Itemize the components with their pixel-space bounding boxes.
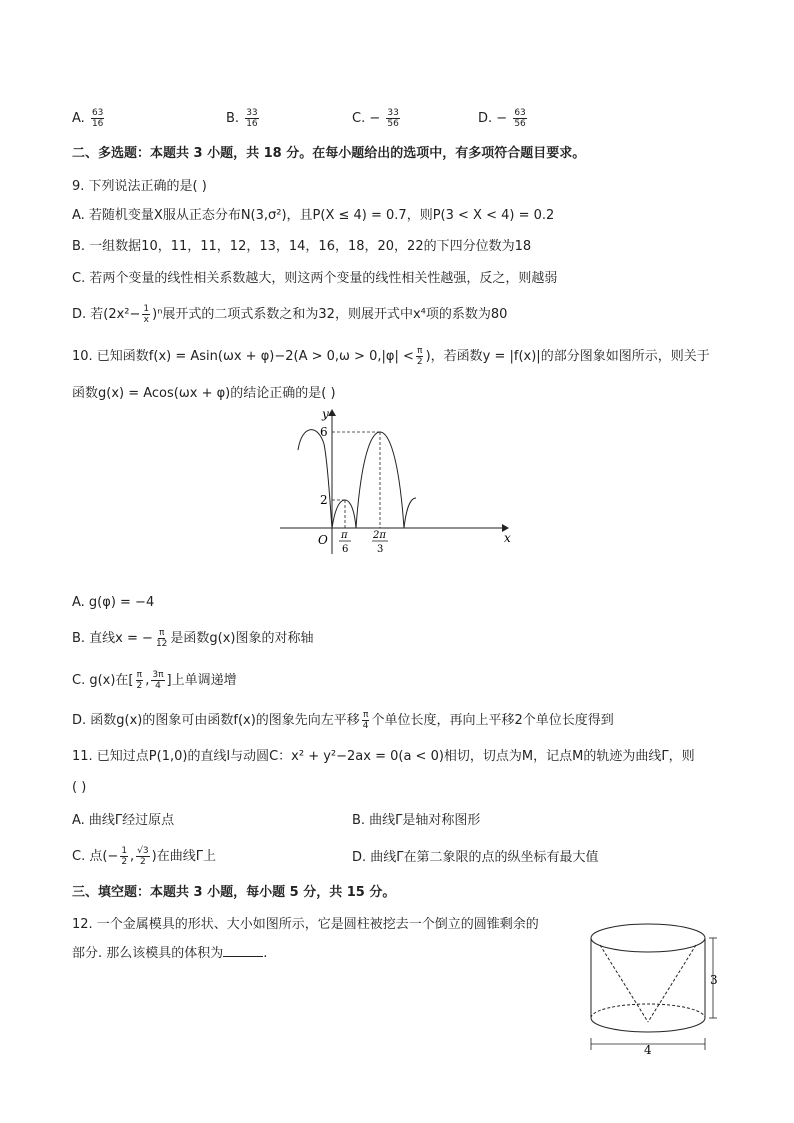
q9-option-d: D. 若(2x²− $\frac{1}{x}$ )ⁿ展开式的二项式系数之和为32，则展开式中x⁴项的系数为80 [72,304,508,325]
q8-option-d: D. − $\frac{63}{56}$ [478,108,526,129]
q10-option-a: A. g(φ) = −4 [72,595,155,610]
q10-stem-line2: 函数g(x) = Acos(ωx + φ)的结论正确的是( ) [72,386,336,401]
section2-title: 二、多选题：本题共 3 小题，共 18 分。在每小题给出的选项中，有多项符合题目要求。 [72,146,586,161]
tick-pi6-den: 6 [342,544,349,555]
y-axis-label: y [322,407,329,421]
curve-left-arc [298,430,332,528]
tick-6: 6 [320,425,328,439]
q11-option-a: A. 曲线Γ经过原点 [72,813,175,828]
q12-stem-line2: 部分. 那么该模具的体积为 . [72,946,268,961]
curve-right-tail [404,498,416,528]
curve-small-arch [332,500,356,528]
origin-label: O [318,533,328,547]
cone-left-edge [600,945,648,1022]
q9-option-c: C. 若两个变量的线性相关系数越大，则这两个变量的线性相关性越强，反之，则越弱 [72,271,558,286]
q11-option-b: B. 曲线Γ是轴对称图形 [352,813,481,828]
q11-stem-line2: ( ) [72,780,87,795]
q10-option-c: C. g(x)在[ $\frac{\pi}{2}$ , $\frac{3\pi}{4}$ ]上单调递增 [72,670,237,691]
q8-option-b: B. $\frac{33}{16}$ [226,108,258,129]
tick-pi6-num: π [341,530,348,541]
q10-graph [278,404,518,562]
q8-option-a: A. $\frac{63}{16}$ [72,108,104,129]
q9-option-a: A. 若随机变量X服从正态分布N(3,σ²)，且P(X ≤ 4) = 0.7，则P(3 < X < 4) = 0.2 [72,208,555,223]
section3-title: 三、填空题：本题共 3 小题，每小题 5 分，共 15 分。 [72,885,396,900]
q11-stem-line1: 11. 已知过点P(1,0)的直线l与动圆C：x² + y²−2ax = 0(a < 0)相切，切点为M，记点M的轨迹为曲线Γ，则 [72,749,695,764]
answer-blank[interactable] [223,944,263,957]
diameter-label: 4 [644,1043,652,1057]
cylinder-top [591,924,705,952]
tick-2pi3-den: 3 [377,544,384,555]
x-axis-label: x [504,531,511,545]
tick-2: 2 [320,493,328,507]
q9-option-b: B. 一组数据10，11，11，12，13，14，16，18，20，22的下四分位数为18 [72,239,532,254]
height-label: 3 [710,973,718,987]
q10-stem-line1: 10. 已知函数f(x) = Asin(ωx + φ)−2(A > 0,ω > 0,|φ| < $\frac{\pi}{2}$ )，若函数y = |f(x)|的部分图象如图所示，则关于 [72,346,710,367]
q10-option-d: D. 函数g(x)的图象可由函数f(x)的图象先向左平移 $\frac{\pi}{4}$ 个单位长度，再向上平移2个单位长度得到 [72,710,614,731]
cylinder-bottom-back [591,1004,705,1018]
cone-right-edge [648,945,696,1022]
q12-stem-line1: 12. 一个金属模具的形状、大小如图所示，它是圆柱被挖去一个倒立的圆锥剩余的 [72,917,539,932]
q11-option-d: D. 曲线Γ在第二象限的点的纵坐标有最大值 [352,850,599,865]
cylinder-bottom-front [591,1018,705,1032]
q11-option-c: C. 点(− $\frac{1}{2}$ , $\frac{√3}{2}$ )在曲线Γ上 [72,846,216,867]
tick-2pi3-num: 2π [373,530,386,541]
q9-stem: 9. 下列说法正确的是( ) [72,179,207,194]
q10-option-b: B. 直线x = − $\frac{\pi}{12}$ 是函数g(x)图象的对称轴 [72,628,314,649]
q12-figure [584,918,724,1058]
q8-option-c: C. − $\frac{33}{56}$ [352,108,399,129]
